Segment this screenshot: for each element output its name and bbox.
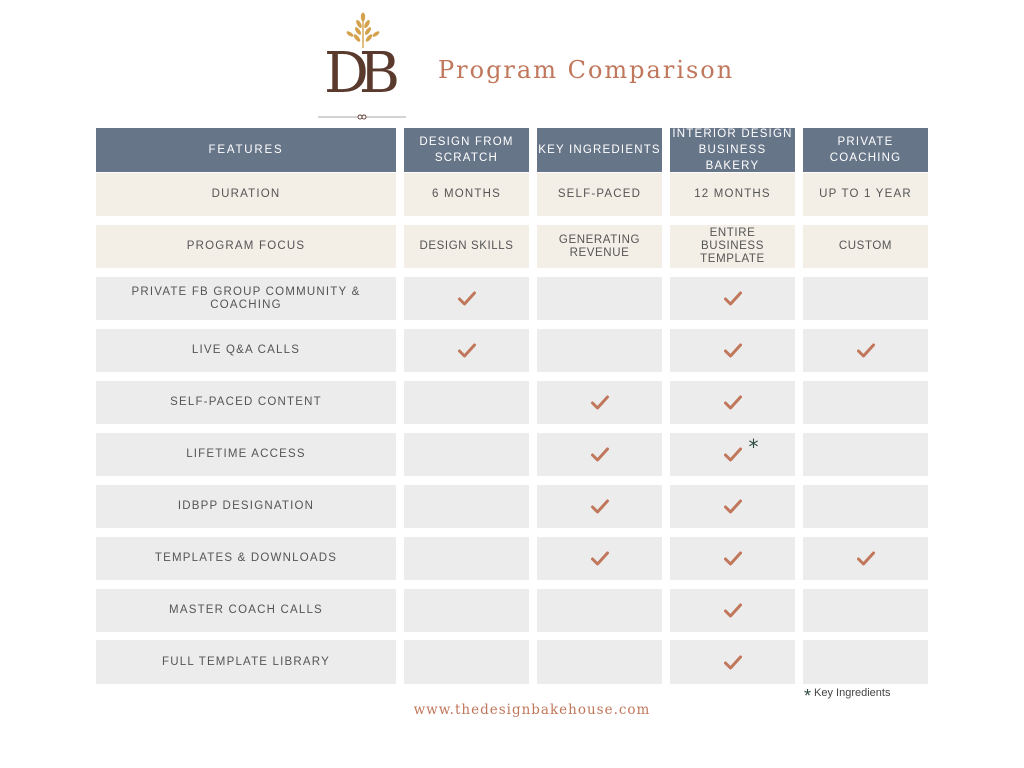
row-label [96, 381, 396, 424]
cell-text: PRIVATE FB GROUP COMMUNITY & COACHING [131, 285, 361, 311]
cell-text: INTERIOR DESIGN BUSINESS BAKERY [672, 128, 793, 172]
check-cell-interior-design-business-bakery [670, 537, 795, 580]
check-cell-private-coaching [803, 640, 928, 684]
check-cell-design-from-scratch [404, 329, 529, 372]
checkmark-icon [723, 550, 743, 567]
header-features [96, 128, 396, 172]
checkmark-icon [723, 602, 743, 619]
check-cell-private-coaching [803, 381, 928, 424]
check-cell-private-coaching [803, 433, 928, 476]
cell-text: DESIGN SKILLS [419, 240, 514, 252]
info-cell-private-coaching [803, 225, 928, 268]
checkmark-icon [723, 290, 743, 307]
info-cell-key-ingredients [537, 173, 662, 216]
checkmark-icon [590, 498, 610, 515]
row-label [96, 277, 396, 320]
brand-logo [312, 12, 412, 120]
row-label [96, 329, 396, 372]
cell-text: MASTER COACH CALLS [169, 604, 323, 616]
check-cell-private-coaching [803, 277, 928, 320]
check-cell-key-ingredients [537, 277, 662, 320]
check-cell-key-ingredients [537, 433, 662, 476]
footnote [804, 684, 891, 706]
cell-text: SELF-PACED [557, 188, 642, 200]
cell-text: KEY INGREDIENTS [538, 144, 661, 156]
header-design-from-scratch [404, 128, 529, 172]
row-label [96, 589, 396, 632]
info-cell-private-coaching [803, 173, 928, 216]
checkmark-icon [856, 342, 876, 359]
cell-text: DESIGN FROM SCRATCH [419, 136, 514, 164]
check-cell-design-from-scratch [404, 589, 529, 632]
checkmark-icon [723, 654, 743, 671]
check-cell-design-from-scratch [404, 485, 529, 528]
check-cell-interior-design-business-bakery [670, 329, 795, 372]
info-cell-key-ingredients [537, 225, 662, 268]
info-cell-design-from-scratch [404, 173, 529, 216]
info-cell-interior-design-business-bakery [670, 225, 795, 268]
cell-text: LIVE Q&A CALLS [191, 344, 301, 356]
cell-text: CUSTOM [838, 240, 893, 252]
cell-text: GENERATING REVENUE [558, 233, 641, 259]
header-interior-design-business-bakery [670, 128, 795, 172]
cell-text: 6 MONTHS [431, 188, 502, 200]
footnote-asterisk: * [804, 686, 812, 706]
check-cell-private-coaching [803, 589, 928, 632]
check-cell-design-from-scratch [404, 433, 529, 476]
cell-text: FEATURES [208, 144, 284, 156]
check-cell-interior-design-business-bakery [670, 277, 795, 320]
row-label [96, 433, 396, 476]
check-cell-key-ingredients [537, 537, 662, 580]
info-cell-interior-design-business-bakery [670, 173, 795, 216]
check-cell-interior-design-business-bakery [670, 381, 795, 424]
cell-text: PRIVATE COACHING [829, 136, 902, 164]
checkmark-icon [856, 550, 876, 567]
checkmark-icon [723, 498, 743, 515]
row-label [96, 225, 396, 268]
row-label [96, 485, 396, 528]
check-cell-key-ingredients [537, 589, 662, 632]
check-cell-design-from-scratch [404, 277, 529, 320]
row-label [96, 173, 396, 216]
cell-text: FULL TEMPLATE LIBRARY [162, 655, 330, 668]
cell-text: LIFETIME ACCESS [186, 448, 306, 460]
cell-text: PROGRAM FOCUS [186, 240, 306, 252]
cell-text: IDBPP DESIGNATION [177, 500, 315, 512]
footnote-text: Key Ingredients [814, 687, 891, 699]
check-cell-interior-design-business-bakery [670, 640, 795, 684]
logo-letters: DB [323, 41, 391, 106]
row-label [96, 537, 396, 580]
checkmark-icon [723, 446, 743, 463]
cell-text: TEMPLATES & DOWNLOADS [154, 552, 338, 564]
checkmark-icon [723, 394, 743, 411]
cell-text: UP TO 1 YEAR [819, 188, 912, 200]
cell-text: ENTIRE BUSINESS TEMPLATE [700, 227, 765, 265]
check-cell-interior-design-business-bakery [670, 589, 795, 632]
row-label [96, 640, 396, 684]
checkmark-icon [590, 446, 610, 463]
cell-text: DURATION [211, 188, 281, 200]
check-cell-interior-design-business-bakery [670, 433, 795, 476]
check-cell-private-coaching [803, 485, 928, 528]
cell-text: 12 MONTHS [694, 188, 771, 200]
check-cell-key-ingredients [537, 381, 662, 424]
check-cell-key-ingredients [537, 640, 662, 684]
asterisk-mark: * [748, 435, 760, 459]
check-cell-design-from-scratch [404, 537, 529, 580]
checkmark-icon [457, 342, 477, 359]
website-link[interactable]: www.thedesignbakehouse.com [413, 702, 651, 718]
header-private-coaching [803, 128, 928, 172]
cell-text: SELF-PACED CONTENT [170, 396, 322, 408]
page-title: Program Comparison [438, 56, 735, 84]
check-cell-design-from-scratch [404, 640, 529, 684]
check-cell-interior-design-business-bakery [670, 485, 795, 528]
check-cell-private-coaching [803, 537, 928, 580]
checkmark-icon [457, 290, 477, 307]
checkmark-icon [590, 394, 610, 411]
checkmark-icon [723, 342, 743, 359]
check-cell-key-ingredients [537, 485, 662, 528]
logo-divider [318, 114, 406, 120]
header-key-ingredients [537, 128, 662, 172]
check-cell-private-coaching [803, 329, 928, 372]
check-cell-key-ingredients [537, 329, 662, 372]
checkmark-icon [590, 550, 610, 567]
check-cell-design-from-scratch [404, 381, 529, 424]
info-cell-design-from-scratch [404, 225, 529, 268]
